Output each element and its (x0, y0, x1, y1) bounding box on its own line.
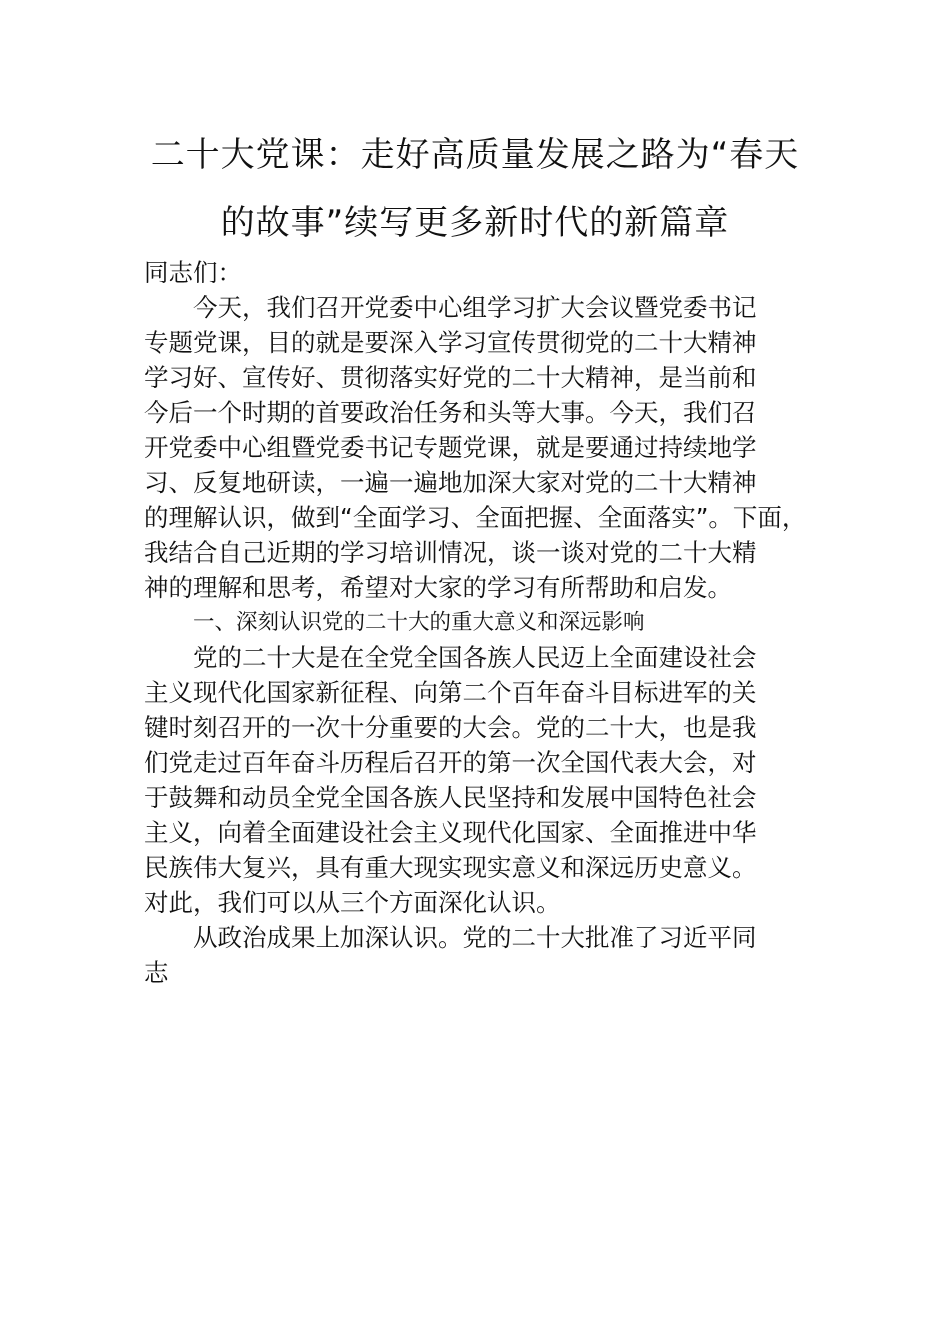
body-text-line: 志 (144, 958, 169, 987)
body-text-line: 我结合自己近期的学习培训情况，谈一谈对党的二十大精 (144, 538, 757, 567)
body-text-line: 今天，我们召开党委中心组学习扩大会议暨党委书记 (193, 293, 757, 322)
document-title-line-1: 二十大党课：走好高质量发展之路为“春天 (150, 135, 800, 175)
body-text-line: 主义，向着全面建设社会主义现代化国家、全面推进中华 (144, 818, 757, 847)
body-text-line: 民族伟大复兴，具有重大现实现实意义和深远历史意义。 (144, 853, 757, 882)
body-text-line: 的理解认识，做到“全面学习、全面把握、全面落实”。下面， (144, 503, 807, 532)
body-text-line: 从政治成果上加深认识。党的二十大批准了习近平同 (193, 923, 757, 952)
body-text-line: 神的理解和思考，希望对大家的学习有所帮助和启发。 (144, 573, 732, 602)
body-text-line: 键时刻召开的一次十分重要的大会。党的二十大，也是我 (144, 713, 757, 742)
body-text-line: 学习好、宣传好、贯彻落实好党的二十大精神，是当前和 (144, 363, 757, 392)
body-text-line: 主义现代化国家新征程、向第二个百年奋斗目标进军的关 (144, 678, 757, 707)
body-text-line: 们党走过百年奋斗历程后召开的第一次全国代表大会，对 (144, 748, 757, 777)
body-text-line: 开党委中心组暨党委书记专题党课，就是要通过持续地学 (144, 433, 757, 462)
body-text-line: 于鼓舞和动员全党全国各族人民坚持和发展中国特色社会 (144, 783, 757, 812)
body-text-line: 同志们： (144, 258, 242, 287)
body-text-line: 习、反复地研读，一遍一遍地加深大家对党的二十大精神 (144, 468, 757, 497)
document-title-line-2: 的故事”续写更多新时代的新篇章 (220, 203, 730, 243)
body-text-line: 专题党课，目的就是要深入学习宣传贯彻党的二十大精神 (144, 328, 757, 357)
body-text-line: 对此，我们可以从三个方面深化认识。 (144, 888, 561, 917)
body-text-line: 党的二十大是在全党全国各族人民迈上全面建设社会 (193, 643, 757, 672)
body-text-line: 今后一个时期的首要政治任务和头等大事。今天，我们召 (144, 398, 757, 427)
document-body (144, 255, 814, 990)
section-heading-line: 一、深刻认识党的二十大的重大意义和深远影响 (193, 610, 645, 635)
